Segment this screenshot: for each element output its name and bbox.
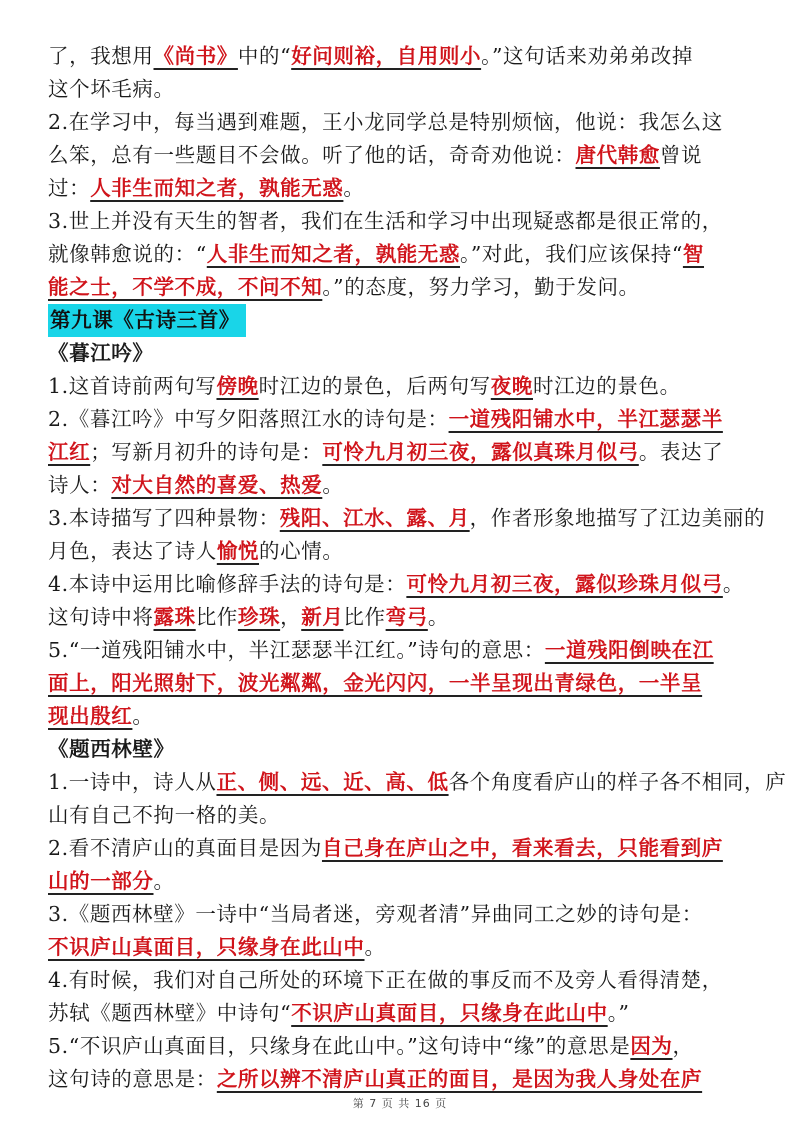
body-text: 了，我想用 <box>48 44 154 68</box>
body-text: 。”对此，我们应该保持“ <box>459 242 683 266</box>
body-text: 1.这首诗前两句写 <box>48 374 217 398</box>
body-text: 。 <box>322 473 344 497</box>
text-line <box>48 1030 758 1063</box>
text-line <box>48 502 766 535</box>
text-line <box>48 898 758 931</box>
answer-text: 现出殷红 <box>48 704 133 728</box>
poem-title: 《题西林壁》 <box>48 737 175 761</box>
answer-text: 不识庐山真面目，只缘身在此山中 <box>291 1001 608 1025</box>
answer-text: 之所以辨不清庐山真正的面目，是因为我人身处在庐 <box>216 1067 703 1091</box>
answer-text: 对大自然的喜爱、热爱 <box>111 473 323 497</box>
text-line <box>48 238 758 271</box>
text-line <box>48 469 758 502</box>
text-line <box>48 1063 758 1096</box>
answer-text: 一道残阳倒映在江 <box>544 638 714 662</box>
body-text: ；写新月初升的诗句是： <box>90 440 323 464</box>
body-text: 4.有时候，我们对自己所处的环境下正在做的事反而不及旁人看得清楚， <box>48 968 723 992</box>
body-text: 3.世上并没有天生的智者，我们在生活和学习中出现疑惑都是很正常的， <box>48 209 723 233</box>
body-text: 。 <box>132 704 154 728</box>
body-text: 。 <box>153 869 175 893</box>
text-line <box>48 634 758 667</box>
body-text: 时江边的景色。 <box>532 374 681 398</box>
body-text: 诗人： <box>48 473 112 497</box>
text-line <box>48 370 758 403</box>
answer-text: 唐代韩愈 <box>575 143 660 167</box>
answer-text: 江红 <box>48 440 91 464</box>
answer-text: 残阳、江水、露、月 <box>279 506 470 530</box>
text-line <box>48 832 758 865</box>
answer-text: 新月 <box>301 605 344 629</box>
body-text: 5.“一道残阳铺水中，半江瑟瑟半江红。”诗句的意思： <box>48 638 545 662</box>
answer-text: 不识庐山真面目，只缘身在此山中 <box>48 935 365 959</box>
answer-text: 傍晚 <box>216 374 259 398</box>
body-text: 就像韩愈说的：“ <box>48 242 207 266</box>
text-line <box>48 172 758 205</box>
body-text: ，作者形象地描写了江边美丽的 <box>469 506 766 530</box>
body-text: 2.在学习中，每当遇到难题，王小龙同学总是特别烦恼，他说：我怎么这 <box>48 110 723 134</box>
text-line <box>48 106 758 139</box>
lesson-heading: 第九课《古诗三首》 <box>48 304 246 337</box>
body-text: 3.《题西林壁》一诗中“当局者迷，旁观者清”异曲同工之妙的诗句是： <box>48 902 703 926</box>
body-text: 的心情。 <box>259 539 344 563</box>
text-line <box>48 601 758 634</box>
body-text: 2.看不清庐山的真面目是因为 <box>48 836 322 860</box>
text-line <box>48 667 758 700</box>
text-line <box>48 700 758 733</box>
answer-text: 一道残阳铺水中，半江瑟瑟半 <box>448 407 723 431</box>
body-text: 比作 <box>195 605 238 629</box>
text-line <box>48 73 758 106</box>
body-text: 3.本诗描写了四种景物： <box>48 506 280 530</box>
text-line <box>48 403 758 436</box>
answer-text: 因为 <box>630 1034 673 1058</box>
body-text: 2.《暮江吟》中写夕阳落照江水的诗句是： <box>48 407 449 431</box>
body-text: 1.一诗中，诗人从 <box>48 770 217 794</box>
text-line <box>48 139 758 172</box>
answer-text: 《尚书》 <box>153 44 238 68</box>
body-text: 。 <box>427 605 449 629</box>
body-text: 。 <box>343 176 365 200</box>
text-line <box>48 271 758 304</box>
answer-text: 弯弓 <box>385 605 428 629</box>
answer-text: 可怜九月初三夜，露似珍珠月似弓 <box>406 572 723 596</box>
body-text: 。”这句话来劝弟弟改掉 <box>481 44 693 68</box>
page-footer: 第 7 页 共 16 页 <box>352 1097 448 1110</box>
body-text: 苏轼《题西林壁》中诗句“ <box>48 1001 292 1025</box>
answer-text: 好问则裕，自用则小 <box>291 44 482 68</box>
body-text: 4.本诗中运用比喻修辞手法的诗句是： <box>48 572 407 596</box>
answer-text: 智 <box>682 242 705 266</box>
body-text: 。 <box>364 935 386 959</box>
body-text: 曾说 <box>659 143 703 167</box>
answer-text: 可怜九月初三夜，露似真珠月似弓 <box>322 440 639 464</box>
text-line <box>48 799 758 832</box>
text-line <box>48 304 758 337</box>
answer-text: 面上，阳光照射下，波光粼粼，金光闪闪，一半呈现出青绿色，一半呈 <box>48 671 703 695</box>
answer-text: 能之士，不学不成，不问不知 <box>48 275 323 299</box>
text-line <box>48 205 758 238</box>
body-text: 这句诗中将 <box>48 605 154 629</box>
document-body <box>48 40 787 1096</box>
text-line <box>48 568 758 601</box>
body-text: 。 <box>722 572 744 596</box>
body-text: 月色，表达了诗人 <box>48 539 217 563</box>
answer-text: 珍珠 <box>237 605 281 629</box>
poem-title: 《暮江吟》 <box>48 341 154 365</box>
text-line <box>48 436 758 469</box>
answer-text: 人非生而知之者，孰能无惑 <box>90 176 344 200</box>
body-text: 。” <box>607 1001 630 1025</box>
text-line <box>48 931 758 964</box>
text-line <box>48 337 758 370</box>
answer-text: 正、侧、远、近、高、低 <box>216 770 449 794</box>
body-text: 山有自己不拘一格的美。 <box>48 803 281 827</box>
body-text: 时江边的景色，后两句写 <box>258 374 491 398</box>
text-line <box>48 535 758 568</box>
body-text: 比作 <box>343 605 386 629</box>
text-line <box>48 964 758 997</box>
text-line <box>48 865 758 898</box>
body-text: 这个坏毛病。 <box>48 77 175 101</box>
body-text: ， <box>280 605 302 629</box>
body-text: 过： <box>48 176 91 200</box>
text-line <box>48 766 787 799</box>
answer-text: 夜晚 <box>490 374 533 398</box>
text-line <box>48 40 758 73</box>
answer-text: 愉悦 <box>216 539 260 563</box>
body-text: 。”的态度，努力学习，勤于发问。 <box>322 275 640 299</box>
text-line <box>48 997 758 1030</box>
body-text: ， <box>672 1034 694 1058</box>
body-text: 中的“ <box>237 44 292 68</box>
answer-text: 自己身在庐山之中，看来看去，只能看到庐 <box>321 836 723 860</box>
body-text: 5.“不识庐山真面目，只缘身在此山中。”这句诗中“缘”的意思是 <box>48 1034 631 1058</box>
text-line <box>48 733 758 766</box>
body-text: 么笨，总有一些题目不会做。听了他的话，奇奇劝他说： <box>48 143 576 167</box>
body-text: 各个角度看庐山的样子各不相同，庐 <box>448 770 787 794</box>
answer-text: 人非生而知之者，孰能无惑 <box>206 242 460 266</box>
answer-text: 山的一部分 <box>48 869 154 893</box>
answer-text: 露珠 <box>153 605 196 629</box>
body-text: 。表达了 <box>638 440 724 464</box>
body-text: 这句诗的意思是： <box>48 1067 217 1091</box>
